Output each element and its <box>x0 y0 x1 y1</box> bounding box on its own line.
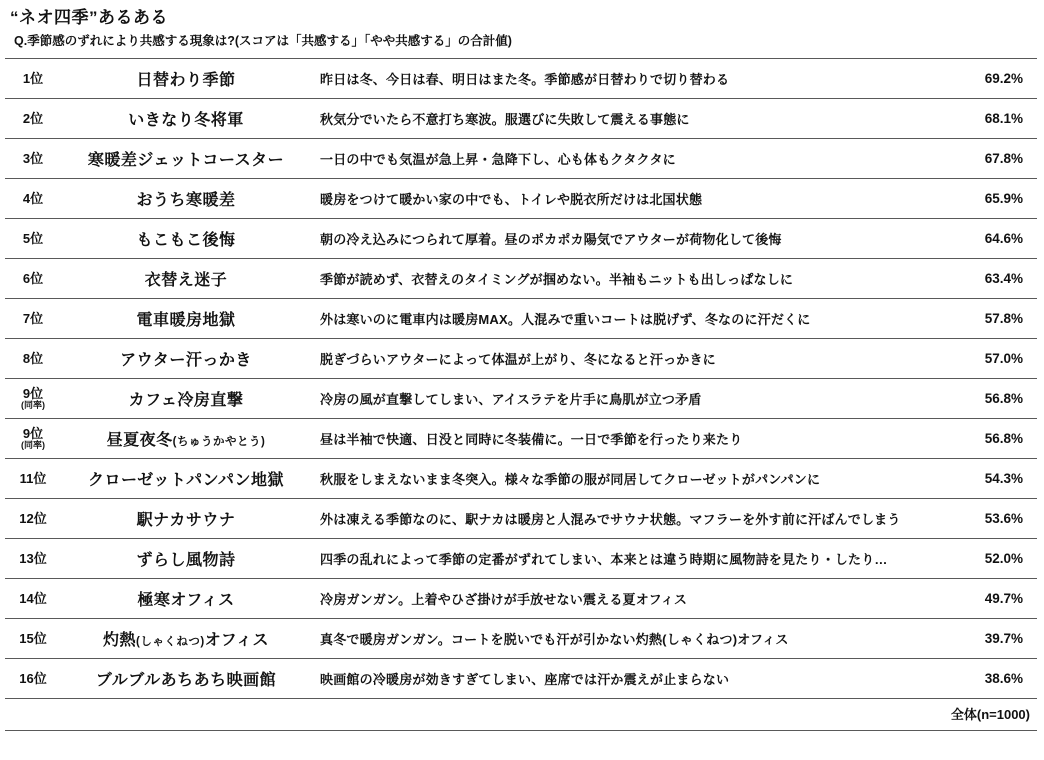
table-row <box>5 379 1037 419</box>
rank-cell <box>5 219 61 259</box>
phenomenon-name <box>61 459 311 499</box>
survey-question: Q.季節感のずれにより共感する現象は?(スコアは「共感する」「やや共感する」の合計値) <box>14 34 512 49</box>
rank-cell <box>5 299 61 339</box>
phenomenon-name-main: ずらし風物詩 <box>136 552 236 570</box>
phenomenon-description: 真冬で暖房ガンガン。コートを脱いでも汗が引かない灼熱(しゃくねつ)オフィス <box>320 632 789 648</box>
table-row <box>5 59 1037 99</box>
rank-label: 9位 <box>22 426 44 442</box>
rank-label: 15位 <box>19 631 47 647</box>
phenomenon-description: 昼は半袖で快適、日没と同時に冬装備に。一日で季節を行ったり来たり <box>320 432 743 448</box>
rank-cell <box>5 259 61 299</box>
phenomenon-name-main: 極寒オフィス <box>137 592 235 610</box>
rank-label: 5位 <box>22 231 44 247</box>
phenomenon-description: 映画館の冷暖房が効きすぎてしまい、座席では汗か震えが止まらない <box>320 672 730 688</box>
score-value: 64.6% <box>984 231 1023 247</box>
phenomenon-name-main: ブルブルあちあち映画館 <box>95 672 277 690</box>
phenomenon-name <box>61 339 311 379</box>
phenomenon-name-main: クローゼットパンパン地獄 <box>88 472 284 490</box>
rank-cell <box>5 659 61 699</box>
table-row <box>5 179 1037 219</box>
table-row <box>5 339 1037 379</box>
phenomenon-name <box>61 219 311 259</box>
score-value: 69.2% <box>984 71 1023 87</box>
table-row <box>5 299 1037 339</box>
phenomenon-name <box>61 99 311 139</box>
rank-cell <box>5 139 61 179</box>
phenomenon-name-main: いきなり冬将軍 <box>128 112 244 130</box>
score-value: 68.1% <box>984 111 1023 127</box>
phenomenon-description: 外は凍える季節なのに、駅ナカは暖房と人混みでサウナ状態。マフラーを外す前に汗ばんでしまう <box>320 512 901 528</box>
rank-label: 11位 <box>19 471 47 487</box>
rank-label: 3位 <box>22 151 44 167</box>
phenomenon-name-main: 寒暖差ジェットコースター <box>87 152 285 170</box>
rank-cell <box>5 379 61 419</box>
table-row <box>5 619 1037 659</box>
rank-label: 4位 <box>22 191 44 207</box>
phenomenon-description: 季節が読めず、衣替えのタイミングが掴めない。半袖もニットも出しっぱなしに <box>320 272 794 288</box>
phenomenon-description: 朝の冷え込みにつられて厚着。昼のポカポカ陽気でアウターが荷物化して後悔 <box>320 232 782 248</box>
rank-label: 7位 <box>22 311 44 327</box>
rank-tie-note: (同率) <box>21 439 45 450</box>
score-value: 39.7% <box>984 631 1023 647</box>
rank-label: 2位 <box>22 111 44 127</box>
rank-cell <box>5 459 61 499</box>
phenomenon-description: 冷房の風が直撃してしまい、アイスラテを片手に鳥肌が立つ矛盾 <box>320 392 702 408</box>
phenomenon-description: 昨日は冬、今日は春、明日はまた冬。季節感が日替わりで切り替わる <box>320 72 730 88</box>
score-value: 52.0% <box>984 551 1023 567</box>
rank-tie-note: (同率) <box>21 399 45 410</box>
phenomenon-name <box>61 139 311 179</box>
phenomenon-name <box>61 379 311 419</box>
phenomenon-name-main: 昼夏夜冬 <box>106 432 173 450</box>
phenomenon-name-main: 電車暖房地獄 <box>136 312 236 330</box>
score-value: 56.8% <box>984 431 1023 447</box>
rank-cell <box>5 59 61 99</box>
phenomenon-name-main: 灼熱 <box>103 632 137 650</box>
rank-label: 16位 <box>19 671 47 687</box>
rank-cell <box>5 499 61 539</box>
phenomenon-name <box>61 179 311 219</box>
rank-cell <box>5 539 61 579</box>
phenomenon-name-main: 駅ナカサウナ <box>136 512 236 530</box>
score-value: 53.6% <box>984 511 1023 527</box>
rank-cell <box>5 179 61 219</box>
table-row <box>5 539 1037 579</box>
phenomenon-name <box>61 299 311 339</box>
phenomenon-name <box>61 259 311 299</box>
score-value: 54.3% <box>984 471 1023 487</box>
table-row <box>5 219 1037 259</box>
rank-cell <box>5 419 61 459</box>
phenomenon-description: 一日の中でも気温が急上昇・急降下し、心も体もクタクタに <box>320 152 676 168</box>
phenomenon-name <box>61 59 311 99</box>
phenomenon-name-main: もこもこ後悔 <box>136 232 236 250</box>
score-value: 56.8% <box>984 391 1023 407</box>
score-value: 38.6% <box>984 671 1023 687</box>
table-row <box>5 579 1037 619</box>
rank-label: 6位 <box>22 271 44 287</box>
phenomenon-name <box>61 419 311 459</box>
phenomenon-name-main: カフェ冷房直撃 <box>128 392 244 410</box>
table-row <box>5 419 1037 459</box>
score-value: 57.0% <box>984 351 1023 367</box>
phenomenon-name-reading: (しゃくねつ) <box>136 636 205 649</box>
rank-cell <box>5 619 61 659</box>
ranking-table <box>5 58 1037 699</box>
rank-cell <box>5 99 61 139</box>
phenomenon-name-main: 衣替え迷子 <box>144 272 228 290</box>
table-row <box>5 499 1037 539</box>
phenomenon-description: 秋服をしまえないまま冬突入。様々な季節の服が同居してクローゼットがパンパンに <box>320 472 821 488</box>
rank-cell <box>5 579 61 619</box>
rank-label: 12位 <box>19 511 47 527</box>
score-value: 57.8% <box>984 311 1023 327</box>
table-row <box>5 99 1037 139</box>
rank-label: 1位 <box>22 71 44 87</box>
score-value: 65.9% <box>984 191 1023 207</box>
phenomenon-description: 暖房をつけて暖かい家の中でも、トイレや脱衣所だけは北国状態 <box>320 192 703 208</box>
phenomenon-description: 秋気分でいたら不意打ち寒波。服選びに失敗して震える事態に <box>320 112 690 128</box>
rank-label: 13位 <box>19 551 47 567</box>
rank-label: 8位 <box>22 351 44 367</box>
page-title: “ネオ四季”あるある <box>10 8 168 27</box>
rank-label: 9位 <box>22 386 44 402</box>
phenomenon-description: 冷房ガンガン。上着やひざ掛けが手放せない震える夏オフィス <box>320 592 688 608</box>
table-row <box>5 259 1037 299</box>
phenomenon-name-reading: (ちゅうかやとう) <box>172 436 266 449</box>
sample-size-note: 全体(n=1000) <box>950 707 1030 723</box>
score-value: 49.7% <box>984 591 1023 607</box>
phenomenon-name-main: おうち寒暖差 <box>136 192 236 210</box>
bottom-divider <box>5 730 1037 731</box>
ranking-table-body <box>5 59 1037 699</box>
phenomenon-name-tail: オフィス <box>204 632 269 650</box>
score-value: 63.4% <box>984 271 1023 287</box>
phenomenon-name <box>61 659 311 699</box>
score-value: 67.8% <box>984 151 1023 167</box>
phenomenon-description: 外は寒いのに電車内は暖房MAX。人混みで重いコートは脱げず、冬なのに汗だくに <box>320 312 811 328</box>
phenomenon-name <box>61 539 311 579</box>
phenomenon-name <box>61 579 311 619</box>
phenomenon-description: 四季の乱れによって季節の定番がずれてしまい、本来とは違う時期に風物詩を見たり・したり… <box>320 552 888 568</box>
phenomenon-name <box>61 619 311 659</box>
phenomenon-name-main: アウター汗っかき <box>120 352 252 370</box>
rank-label: 14位 <box>19 591 47 607</box>
phenomenon-name <box>61 499 311 539</box>
table-row <box>5 659 1037 699</box>
phenomenon-name-main: 日替わり季節 <box>136 72 236 90</box>
phenomenon-description: 脱ぎづらいアウターによって体温が上がり、冬になると汗っかきに <box>320 352 716 368</box>
table-row <box>5 139 1037 179</box>
rank-cell <box>5 339 61 379</box>
table-row <box>5 459 1037 499</box>
